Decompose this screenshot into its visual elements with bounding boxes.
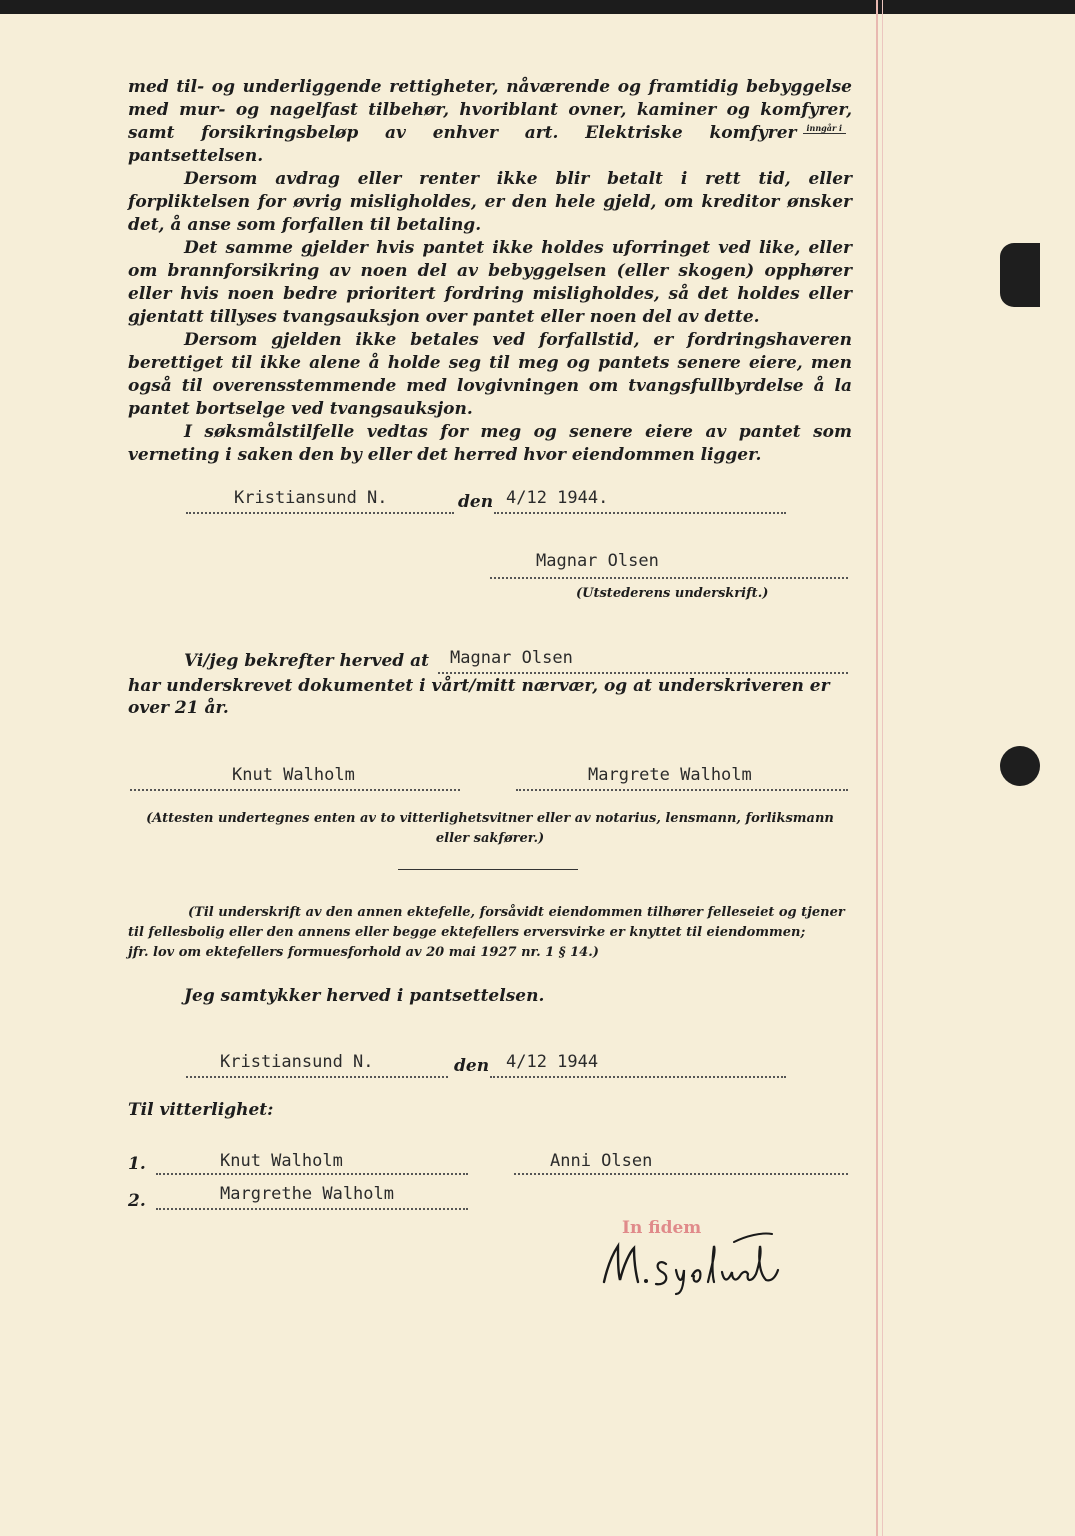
attest-witness1-line	[130, 765, 460, 791]
section-divider	[398, 869, 578, 870]
paragraph-2: Dersom avdrag eller renter ikke blir betalt i rett tid, eller forpliktelsen for øvrig misligholdes, er den hele gjeld, om kreditor ønsker det, å anse som forfallen til betaling.	[128, 169, 852, 235]
spouse-place-line	[186, 1052, 448, 1078]
attest-line2: har underskrevet dokumentet i vårt/mitt nærvær, og at underskriveren er	[128, 676, 830, 696]
witness-number-2: 2.	[128, 1191, 146, 1211]
attest-name-line	[438, 648, 848, 674]
spouse-witness1b-line	[514, 1151, 848, 1175]
spouse-note-2: til fellesbolig eller den annens eller begge ektefellers erversvirke er knyttet til eiendommen;	[128, 925, 806, 940]
in-fidem-stamp: In fidem	[622, 1218, 702, 1238]
spouse-witness2-line	[156, 1184, 468, 1210]
punch-hole	[1000, 746, 1040, 786]
paragraph-5: I søksmålstilfelle vedtas for meg og senere eiere av pantet som verneting i saken den by eller det herred hvor eiendommen ligger.	[128, 422, 852, 465]
spouse-date: 4/12 1944	[506, 1052, 599, 1072]
spouse-witness2: Margrethe Walholm	[220, 1184, 394, 1204]
attest-name: Magnar Olsen	[450, 648, 573, 668]
paragraph-3: Det samme gjelder hvis pantet ikke holdes uforringet ved like, eller om brannforsikring av noen del av bebyggelsen (eller skogen) opphører eller hvis noen bedre prioritert fordring misligholdes, så det holdes eller gjentatt tillyses tvangsauksjon over pantet eller noen del av dette.	[128, 238, 852, 327]
spouse-witness1: Knut Walholm	[220, 1151, 343, 1171]
issue-place: Kristiansund N.	[234, 488, 388, 508]
signer-name: Magnar Olsen	[536, 551, 659, 571]
fraction-choice: inngår i	[803, 123, 847, 144]
spouse-witness1b: Anni Olsen	[550, 1151, 653, 1171]
mortgage-terms	[128, 76, 852, 467]
witness-heading: Til vitterlighet:	[128, 1100, 274, 1120]
attest-note-1: (Attesten undertegnes enten av to vitterlighetsvitner eller av notarius, lensmann, forliksmann	[146, 811, 834, 826]
spouse-note-3: jfr. lov om ektefellers formuesforhold av 20 mai 1927 nr. 1 § 14.)	[128, 945, 599, 960]
scan-top-border	[0, 0, 1075, 14]
signer-line	[490, 551, 848, 579]
margin-rule-inner	[882, 0, 883, 1536]
attest-witness1: Knut Walholm	[232, 765, 355, 785]
issue-date: 4/12 1944.	[506, 488, 609, 508]
attest-witness2: Margrete Walholm	[588, 765, 752, 785]
spouse-witness1-line	[156, 1151, 468, 1175]
paragraph-4: Dersom gjelden ikke betales ved forfallstid, er fordringshaveren berettiget til ikke alene å holde seg til meg og pantets senere eiere, men også til overensstemmende med lovgivningen om tvangsfullbyrdelse å la pantet bortselge ved tvangsauksjon.	[128, 330, 852, 419]
attest-note-2: eller sakfører.)	[435, 831, 545, 846]
spouse-date-line	[490, 1052, 786, 1078]
attest-prefix: Vi/jeg bekrefter herved at	[184, 651, 429, 671]
issue-date-line	[494, 488, 786, 514]
spouse-den-label: den	[454, 1056, 490, 1076]
spouse-place: Kristiansund N.	[220, 1052, 374, 1072]
attest-line3: over 21 år.	[128, 698, 229, 718]
handwritten-signature	[596, 1224, 792, 1296]
spouse-consent: Jeg samtykker herved i pantsettelsen.	[184, 986, 545, 1006]
signer-caption: (Utstederens underskrift.)	[576, 586, 769, 601]
attest-witness2-line	[516, 765, 848, 791]
binder-tab	[1000, 243, 1040, 307]
issue-place-line	[186, 488, 454, 514]
issue-den-label: den	[458, 492, 494, 512]
paragraph-1: med til- og underliggende rettigheter, nåværende og framtidig bebyggelse med mur- og nagelfast tilbehør, hvoriblant ovner, kaminer og komfyrer, samt forsikringsbeløp av enhver art. Elektriske komfyrer inngår i pantsettelsen.	[128, 77, 852, 166]
spouse-note-1: (Til underskrift av den annen ektefelle, forsåvidt eiendommen tilhører felleseiet og tjener	[188, 905, 845, 920]
margin-rule	[876, 0, 878, 1536]
witness-number-1: 1.	[128, 1154, 146, 1174]
